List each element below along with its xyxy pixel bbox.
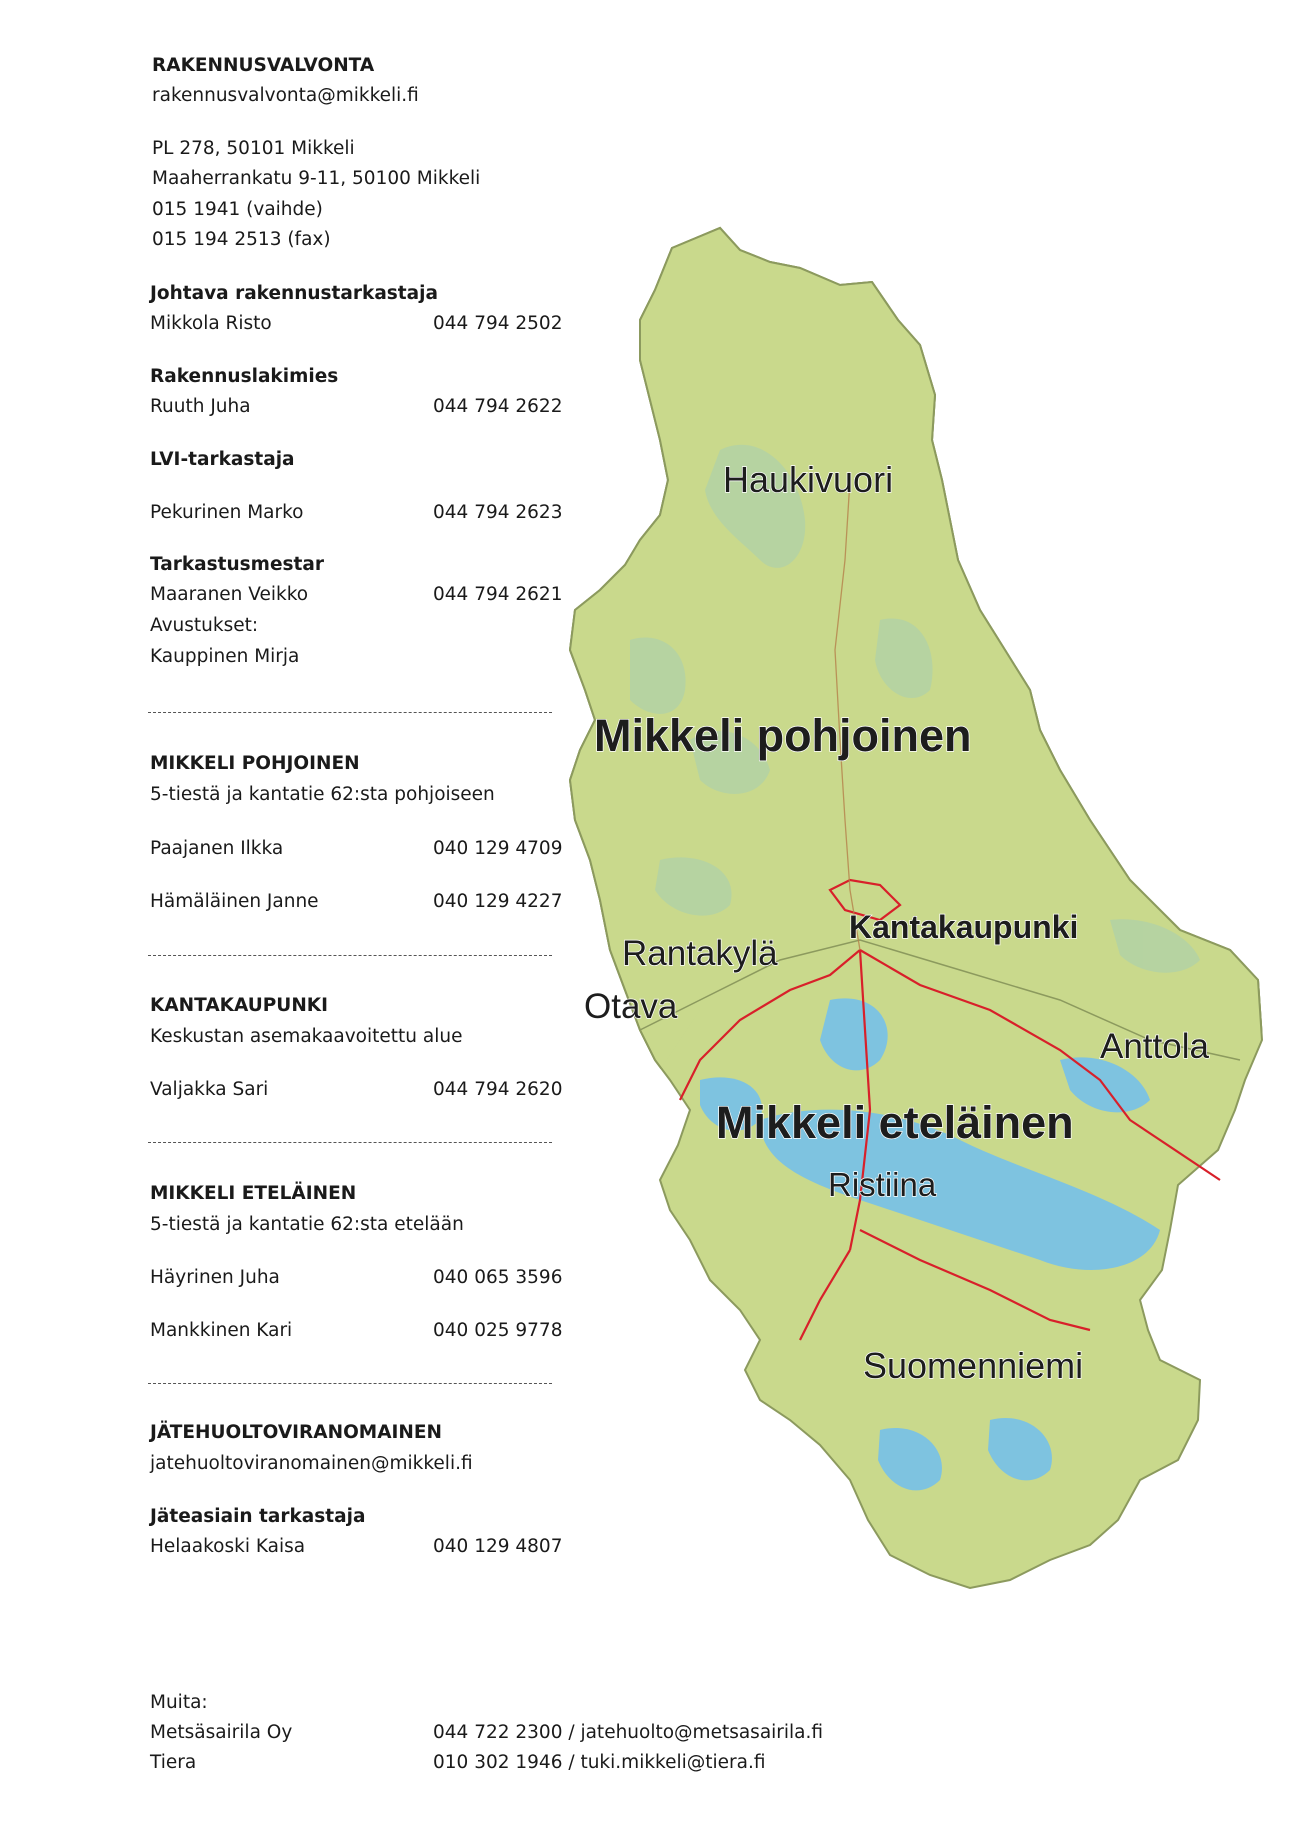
other-org-name: Tiera (150, 1752, 197, 1773)
map-label-otava: Otava (584, 987, 678, 1026)
map-label-kantakaupunki: Kantakaupunki (849, 909, 1079, 945)
area-person-name: Paajanen Ilkka (150, 838, 284, 859)
staff-role: Johtava rakennustarkastaja (150, 283, 438, 304)
staff-role: Tarkastusmestar (150, 554, 324, 575)
area-title: MIKKELI ETELÄINEN (150, 1183, 357, 1204)
area-person-phone: 044 794 2620 (433, 1079, 563, 1100)
divider (148, 1383, 552, 1384)
staff-phone: 044 794 2502 (433, 313, 563, 334)
staff-name: Ruuth Juha (150, 396, 251, 417)
others-heading: Muita: (150, 1692, 208, 1713)
department-email[interactable]: rakennusvalvonta@mikkeli.fi (152, 85, 419, 106)
district-map-svg (560, 200, 1280, 1610)
phone-switchboard: 015 1941 (vaihde) (152, 199, 323, 220)
staff-phone: 044 794 2622 (433, 396, 563, 417)
divider (148, 955, 552, 956)
map-label-rantakyla: Rantakylä (622, 934, 778, 973)
area-person-name: Hämäläinen Janne (150, 891, 319, 912)
divider (148, 1142, 552, 1143)
area-person-phone: 040 129 4709 (433, 838, 563, 859)
other-org-contact[interactable]: 044 722 2300 / jatehuolto@metsasairila.fi (433, 1722, 824, 1743)
staff-role: Rakennuslakimies (150, 366, 339, 387)
staff-role: LVI-tarkastaja (150, 449, 295, 470)
staff-phone: 044 794 2621 (433, 584, 563, 605)
area-person-phone: 040 025 9778 (433, 1320, 563, 1341)
area-title: KANTAKAUPUNKI (150, 995, 329, 1016)
department-title: RAKENNUSVALVONTA (152, 55, 375, 76)
area-person-name: Häyrinen Juha (150, 1267, 280, 1288)
waste-phone: 040 129 4807 (433, 1536, 563, 1557)
map-label-haukivuori: Haukivuori (723, 459, 894, 500)
subsidy-label: Avustukset: (150, 615, 259, 636)
staff-phone: 044 794 2623 (433, 502, 563, 523)
staff-name: Mikkola Risto (150, 313, 272, 334)
area-title: MIKKELI POHJOINEN (150, 753, 360, 774)
map-label-mikkeli-pohjoinen: Mikkeli pohjoinen (594, 710, 972, 761)
address-line: PL 278, 50101 Mikkeli (152, 138, 355, 159)
waste-name: Helaakoski Kaisa (150, 1536, 306, 1557)
other-org-name: Metsäsairila Oy (150, 1722, 293, 1743)
area-person-name: Valjakka Sari (150, 1079, 269, 1100)
staff-name: Maaranen Veikko (150, 584, 309, 605)
staff-name: Pekurinen Marko (150, 502, 304, 523)
area-description: 5-tiestä ja kantatie 62:sta pohjoiseen (150, 784, 495, 805)
waste-title: JÄTEHUOLTOVIRANOMAINEN (150, 1422, 443, 1443)
area-description: Keskustan asemakaavoitettu alue (150, 1026, 463, 1047)
area-person-phone: 040 065 3596 (433, 1267, 563, 1288)
waste-email[interactable]: jatehuoltoviranomainen@mikkeli.fi (150, 1453, 473, 1474)
other-org-contact[interactable]: 010 302 1946 / tuki.mikkeli@tiera.fi (433, 1752, 766, 1773)
area-person-phone: 040 129 4227 (433, 891, 563, 912)
fax-number: 015 194 2513 (fax) (152, 229, 331, 250)
waste-role: Jäteasiain tarkastaja (150, 1506, 366, 1527)
divider (148, 712, 552, 713)
map-label-suomenniemi: Suomenniemi (863, 1345, 1084, 1386)
map-label-anttola: Anttola (1100, 1027, 1209, 1066)
subsidy-name: Kauppinen Mirja (150, 646, 300, 667)
district-map (560, 200, 1280, 1610)
map-label-ristiina: Ristiina (828, 1166, 937, 1203)
map-label-mikkeli-etelainen: Mikkeli eteläinen (716, 1097, 1074, 1148)
area-person-name: Mankkinen Kari (150, 1320, 293, 1341)
address-line: Maaherrankatu 9-11, 50100 Mikkeli (152, 168, 481, 189)
area-description: 5-tiestä ja kantatie 62:sta etelään (150, 1214, 464, 1235)
